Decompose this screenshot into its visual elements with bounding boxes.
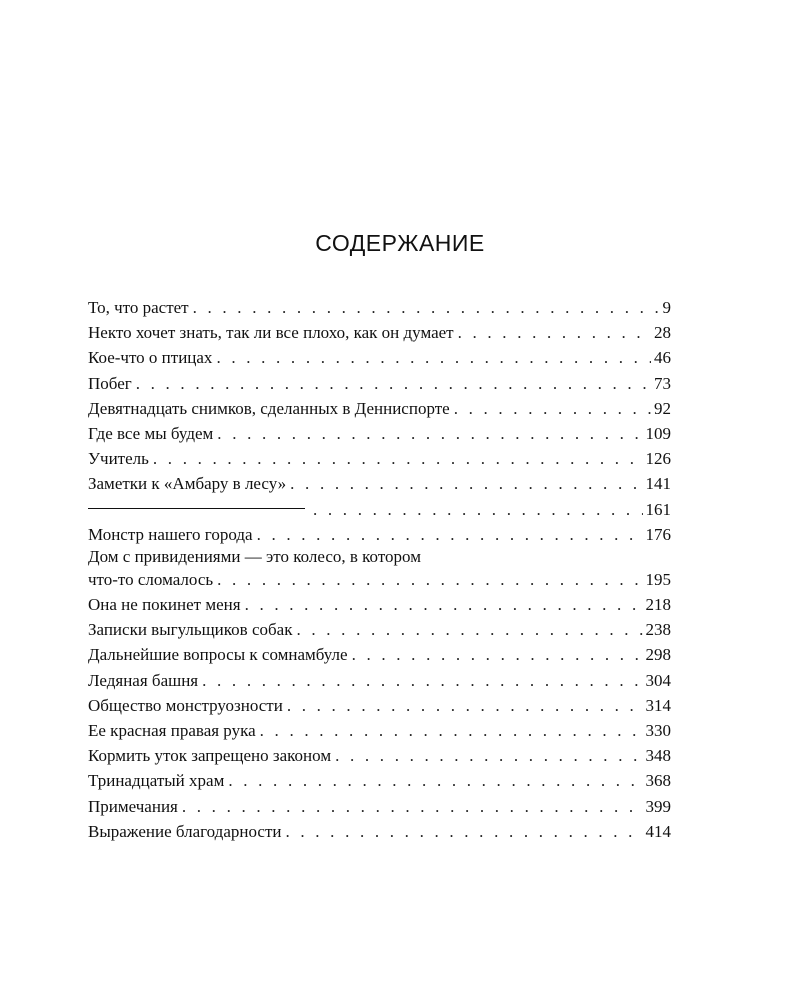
toc-entry-untitled[interactable] [88,497,671,522]
dot-leader [216,345,651,370]
entry-title: Ее красная правая рука [88,721,256,740]
entry-page-number: 9 [662,298,671,317]
entry-title: Она не покинет меня [88,595,241,615]
entry-page-number: 304 [645,670,671,690]
toc-entry[interactable] [88,320,671,345]
toc-entry[interactable] [88,371,671,396]
entry-title: То, что растет [88,298,189,317]
dot-leader [182,794,643,819]
toc-entry[interactable] [88,522,671,547]
dot-leader [217,421,642,446]
dot-leader [153,446,643,471]
entry-page-number: 218 [645,595,671,615]
entry-page-number: 161 [645,499,671,519]
toc-heading: СОДЕРЖАНИЕ [315,230,485,256]
toc-entry[interactable] [88,642,671,667]
entry-title: Девятнадцать снимков, сделанных в Денниспорте [88,398,450,418]
dot-leader [217,567,642,592]
entry-page-number: 195 [645,569,671,589]
dot-leader [287,693,643,718]
entry-page-number: 330 [645,721,671,740]
entry-page-number: 109 [645,423,671,443]
entry-title: Выражение благодарности [88,821,282,841]
entry-title: Дальнейшие вопросы к сомнамбуле [88,645,348,665]
toc-entry[interactable] [88,396,671,421]
entry-page-number: 414 [645,821,671,841]
toc-entry[interactable] [88,794,671,819]
dot-leader [245,592,643,617]
toc-entry[interactable] [88,295,671,320]
entry-title: Монстр нашего города [88,524,253,544]
dot-leader [136,371,651,396]
entry-title: Записки выгульщиков собак [88,620,293,640]
entry-page-number: 73 [654,373,671,393]
dot-leader [193,295,660,320]
entry-title-line-2: что-то сломалось [88,569,214,589]
dot-leader [228,768,642,793]
entry-title: Учитель [88,449,149,469]
toc-entry[interactable] [88,471,671,496]
entry-title: Где все мы будем [88,423,214,443]
toc-entry[interactable] [88,819,671,844]
blank-title-rule [88,508,305,510]
entry-title: Некто хочет знать, так ли все плохо, как он думает [88,323,454,343]
toc-entry[interactable] [88,668,671,693]
entry-title: Общество монструозности [88,695,283,715]
table-of-contents [88,295,671,844]
entry-title-line-1: Дом с привидениями — это колесо, в котором [88,546,421,566]
entry-title: Примечания [88,796,178,816]
dot-leader [260,718,643,743]
entry-title: Кое-что о птицах [88,348,213,368]
toc-entry[interactable] [88,592,671,617]
toc-entry[interactable] [88,547,671,592]
entry-page-number: 176 [645,524,671,544]
entry-page-number: 368 [645,771,671,791]
toc-entry[interactable] [88,693,671,718]
dot-leader [454,396,651,421]
toc-entry[interactable] [88,768,671,793]
entry-page-number: 46 [654,348,671,368]
entry-page-number: 348 [645,746,671,766]
entry-title: Ледяная башня [88,670,199,690]
entry-title: Кормить уток запрещено законом [88,746,332,766]
toc-entry[interactable] [88,617,671,642]
dot-leader [352,642,643,667]
dot-leader [296,617,642,642]
entry-page-number: 141 [645,474,671,494]
dot-leader [458,320,651,345]
entry-title: Побег [88,373,132,393]
dot-leader [202,668,642,693]
dot-leader [257,522,643,547]
entry-page-number: 314 [645,695,671,715]
toc-entry[interactable] [88,446,671,471]
entry-title: Заметки к «Амбару в лесу» [88,474,287,494]
dot-leader [313,497,643,522]
toc-entry[interactable] [88,718,671,743]
dot-leader [335,743,642,768]
toc-entry[interactable] [88,743,671,768]
dot-leader [290,471,642,496]
entry-page-number: 238 [645,620,671,640]
toc-entry[interactable] [88,345,671,370]
dot-leader [285,819,642,844]
entry-page-number: 28 [654,323,671,343]
entry-title: Тринадцатый храм [88,771,225,791]
entry-page-number: 92 [654,398,671,418]
entry-page-number: 399 [645,796,671,816]
entry-page-number: 298 [645,645,671,665]
toc-entry[interactable] [88,421,671,446]
entry-page-number: 126 [645,449,671,469]
